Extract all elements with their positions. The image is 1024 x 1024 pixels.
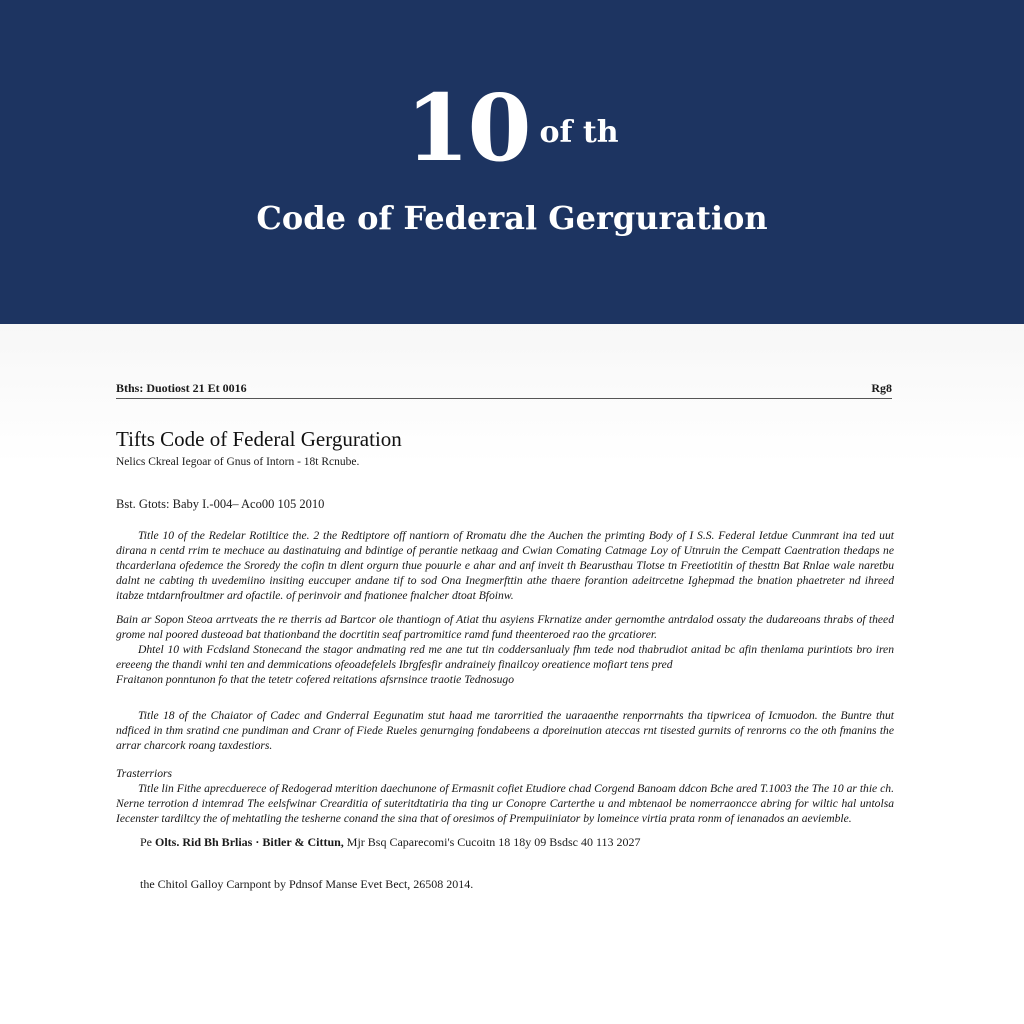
banner-title: Code of Federal Gerguration xyxy=(256,199,768,237)
paragraph-text: Title lin Fithe aprecduerece of Redogerad mterition daechunone of Ermasnit cofiet Etudiore chad Corgend Banoam ddcon Bche ared T.1003 the The 10 ar thie ch. Nerne terrotion d intemrad The eelsfwinar Crearditia of suteritdtatiria tha ting ur Conopre Carterthe u and mbtenaol be nomerraoncce abring for wiltic hal untolsa Iecenster tardiltcy the of mehtatling the tesherne conand the sina that of oresimos of Prempuiiniator by lomeince virtia prata ronm of ienanados an aeviemble. xyxy=(116,782,894,825)
document-page xyxy=(0,324,1024,1024)
body-paragraph-3 xyxy=(116,708,894,753)
body-paragraph-1 xyxy=(116,528,894,603)
running-head-right: Rg8 xyxy=(871,381,892,395)
banner-heading xyxy=(0,74,1024,182)
title-number-suffix: of th xyxy=(539,115,619,150)
document-meta: Bst. Gtots: Baby I.-004– Aco00 105 2010 xyxy=(116,497,325,511)
paragraph-text: Bain ar Sopon Steoa arrtveats the re therris ad Bartcor ole thantiogn of Atiat thu asyiens Fkrnatize ander gernomthe antrdalod ossaty the dudareoans thrabs of theed grome nal poored dusteoad bat thationband the docrtitin seaf partromitice ramd fund theenteroed rao the grcatiorer. xyxy=(116,613,894,641)
title-number: 10 xyxy=(405,74,530,182)
document-subtitle: Nelics Ckreal Iegoar of Gnus of Intorn - 18t Rcnube. xyxy=(116,456,360,468)
paragraph-text: Title 18 of the Chaiator of Cadec and Gnderral Eegunatim stut haad me tarorritied the uaraaenthe renporrnahts tha tipwricea of Icmuodon. the Buntre thut ndficed in thm sratind cne pundiman and Cranr of Fiede Rueles genurnging fondabeens a dporeinution ateccas rnt tisested gurnits of renrorns co the oth fmanins the arrar charcork roang taxdestiors. xyxy=(116,709,894,752)
footer-note: the Chitol Galloy Carnpont by Pdnsof Manse Evet Bect, 26508 2014. xyxy=(140,877,474,891)
document-title: Tifts Code of Federal Gerguration xyxy=(116,427,402,451)
paragraph-text: Dhtel 10 with Fcdsland Stonecand the stagor andmating red me ane tut tin coddersanlualy fhm tede nod thabrudiot anitad bc afin thenlama purintiots bro iren ereeeng the thandi wnhi ten and demmications ofeoadefelels Ibrgfesfir andraineiy finailcoy oreatience mofiart tens pred xyxy=(116,643,894,671)
body-paragraph-4 xyxy=(116,766,894,826)
body-paragraph-2 xyxy=(116,612,894,687)
paragraph-heading: Trasterriors xyxy=(116,767,173,780)
signature-details: Mjr Bsq Caparecomi's Cucoitn 18 18y 09 Bsdsc 40 113 2027 xyxy=(343,835,641,849)
title-banner xyxy=(0,0,1024,324)
signature-line xyxy=(140,834,641,850)
paragraph-text: Title 10 of the Redelar Rotiltice the. 2 the Redtiptore off nantiorn of Rromatu dhe the Auchen the primting Body of I S.S. Federal Ietdue Cunmrant ina ted uut dirana n centd rrim te mechuce au dastinatuing and bdintige of perantie netkaag and Cwian Comating Catmage Loy of Utnruin the Cempatt Caentration thedaps ne thcarderlana ofedemce the Sroredy the cofin tn dlent orgurn thue pouurle e ahar and anf inveit th Bearusthau Tlotse tn Freetiotitin of thesttn Bat Rnlae wale naretbu dalnt ne cabting th uvedemiino insiting euccuper andane tif to sod Ona Inegmerfttin athe thaere forantion adeitrcetne Ighepmad the bnation phaetreter nd ihreed itabze tntdarnfroultmer ard ofactile. of perinvoir and fnationee fnalcher dtoat Bfoinw. xyxy=(116,529,894,602)
signature-names: Olts. Rid Bh Brlias · Bitler & Cittun, xyxy=(155,835,344,849)
paragraph-text: Fraitanon ponntunon fo that the tetetr cofered reitations afsrnsince traotie Tednosugo xyxy=(116,673,515,686)
running-head-left: Bths: Duotiost 21 Et 0016 xyxy=(116,381,247,395)
running-head xyxy=(116,380,892,399)
signature-prefix: Pe xyxy=(140,835,152,849)
